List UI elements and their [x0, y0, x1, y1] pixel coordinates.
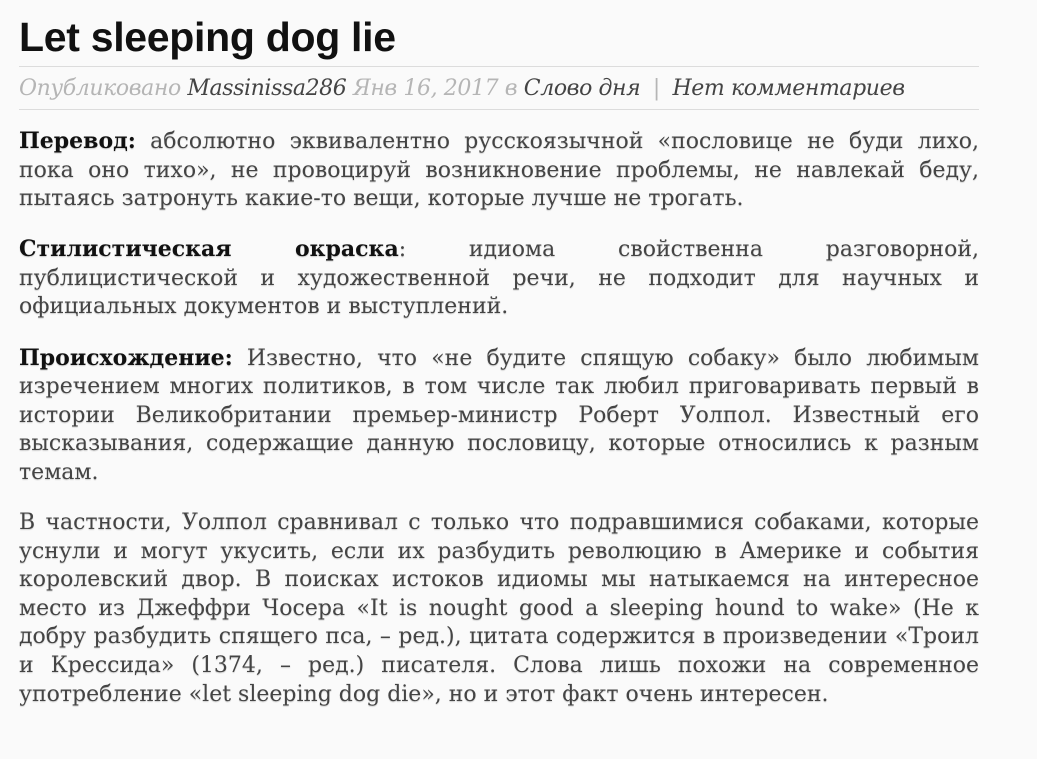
paragraph-text-translation: абсолютно эквивалентно русскоязычной «пословице не буди лихо, пока оно тихо», не провоцируй возникновение проблемы, не навлекай беду, пытаясь затронуть какие-то вещи, которые лучше не трогать. [19, 129, 979, 212]
meta-separator: | [652, 76, 660, 101]
published-label: Опубликовано [19, 76, 181, 101]
author-link[interactable]: Massinissa286 [187, 76, 347, 101]
post-date: Янв 16, 2017 [352, 76, 499, 101]
paragraph-text-origin: Известно, что «не будите спящую собаку» было любимым изречением многих политиков, в том числе так любил приговаривать первый в истории Великобритании премьер-министр Роберт Уолпол. Известный его высказывания, содержащие данную пословицу, которые относились к разным темам. [19, 345, 979, 485]
paragraph-translation [19, 127, 979, 214]
article [19, 0, 979, 731]
paragraph-label-translation: Перевод: [19, 128, 136, 154]
paragraph-label-style: Стилистическая окраска [19, 236, 399, 263]
paragraph-text-details: В частности, Уолпол сравнивал с только что подравшимися собаками, которые уснули и могут укусить, если их разбудить революцию в Америке и события королевский двор. В поисках истоков идиомы мы натыкаемся на интересное место из Джеффри Чосера «It is nought good a sleeping hound to wake» (Не к добру разбудить спящего пса, – ред.), цитата содержится в произведении «Троил и Крессида» (1374, – ред.) писателя. Слова лишь похожи на современное употребление «let sleeping dog die», но и этот факт очень интересен. [19, 510, 979, 707]
in-label: в [504, 76, 518, 101]
paragraph-details [19, 509, 979, 709]
post-title: Let sleeping dog lie [19, 14, 396, 60]
post-content [19, 127, 979, 709]
category-link[interactable]: Слово дня [523, 76, 641, 101]
paragraph-label-origin: Происхождение: [19, 344, 233, 371]
paragraph-text-style: : идиома свойственна разговорной, публицистической и художественной речи, не подходит для научных и официальных документов и выступлений. [19, 237, 979, 320]
paragraph-style [19, 235, 979, 322]
comments-link[interactable]: Нет комментариев [672, 76, 905, 101]
post-meta [19, 66, 979, 110]
paragraph-origin [19, 344, 979, 488]
